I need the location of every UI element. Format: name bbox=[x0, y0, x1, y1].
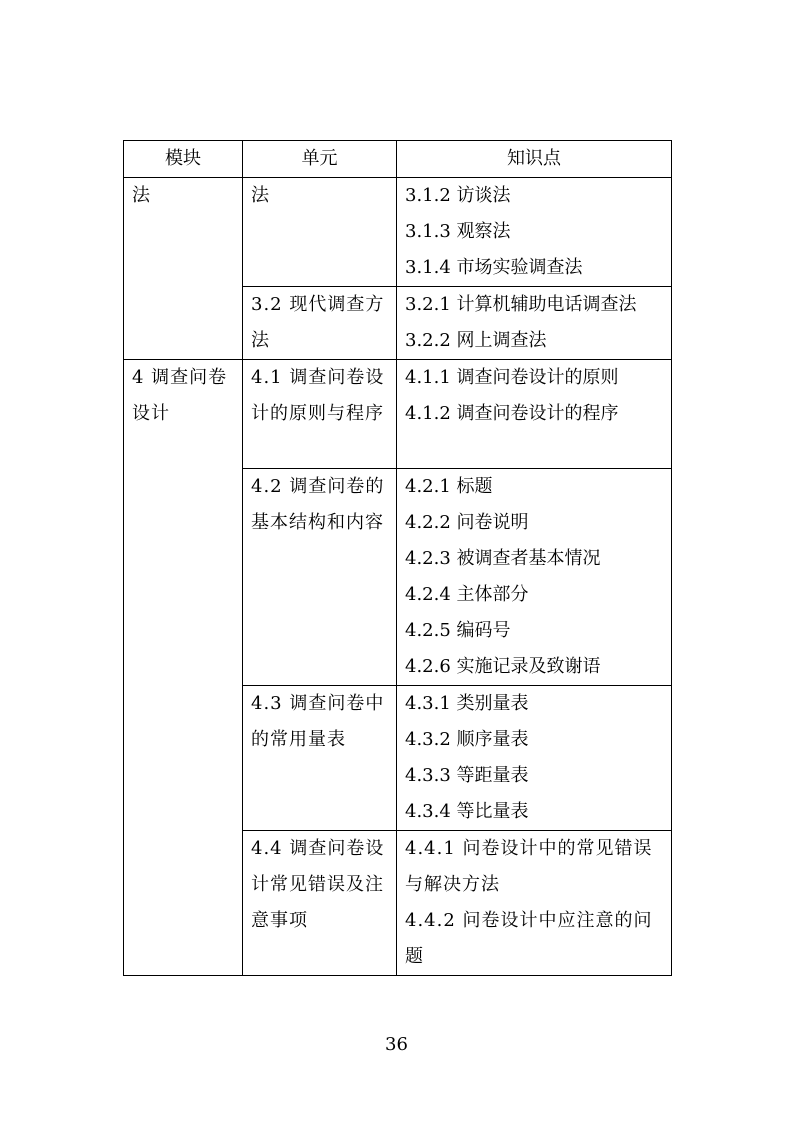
point-item: 4.3.2 顺序量表 bbox=[405, 729, 529, 750]
module-text: 4 调查问卷设计 bbox=[132, 367, 228, 424]
unit-cell bbox=[243, 178, 397, 287]
point-item: 4.2.1 标题 bbox=[405, 476, 493, 497]
point-item: 3.2.1 计算机辅助电话调查法 bbox=[405, 294, 637, 315]
point-item: 4.2.5 编码号 bbox=[405, 620, 511, 641]
points-cell bbox=[397, 360, 672, 469]
header-point: 知识点 bbox=[397, 141, 672, 178]
unit-text: 4.1 调查问卷设计的原则与程序 bbox=[251, 367, 385, 424]
points-cell bbox=[397, 686, 672, 831]
point-item: 4.2.6 实施记录及致谢语 bbox=[405, 656, 601, 677]
point-item: 4.3.1 类别量表 bbox=[405, 693, 529, 714]
module-cell bbox=[124, 360, 243, 976]
point-item: 4.4.1 问卷设计中的常见错误与解决方法 bbox=[405, 838, 653, 895]
points-cell bbox=[397, 178, 672, 287]
module-cell bbox=[124, 178, 243, 360]
unit-cell bbox=[243, 831, 397, 976]
point-item bbox=[405, 831, 663, 975]
point-item: 4.4.2 问卷设计中应注意的问题 bbox=[405, 910, 653, 967]
module-text: 法 bbox=[132, 185, 150, 206]
point-item: 4.2.4 主体部分 bbox=[405, 584, 529, 605]
point-item: 3.1.4 市场实验调查法 bbox=[405, 257, 583, 278]
unit-text: 4.4 调查问卷设计常见错误及注意事项 bbox=[251, 838, 385, 931]
unit-cell bbox=[243, 686, 397, 831]
points-cell bbox=[397, 469, 672, 686]
points-cell bbox=[397, 287, 672, 360]
unit-text: 法 bbox=[251, 185, 269, 206]
point-item: 3.1.2 访谈法 bbox=[405, 185, 511, 206]
syllabus-table bbox=[123, 140, 672, 976]
unit-cell bbox=[243, 287, 397, 360]
header-row bbox=[124, 141, 672, 178]
unit-cell bbox=[243, 360, 397, 469]
unit-cell bbox=[243, 469, 397, 686]
page-number: 36 bbox=[385, 1034, 408, 1055]
point-item: 3.1.3 观察法 bbox=[405, 221, 511, 242]
point-item: 4.2.3 被调查者基本情况 bbox=[405, 548, 601, 569]
table-row bbox=[124, 178, 672, 287]
point-item: 4.3.4 等比量表 bbox=[405, 801, 529, 822]
table-row bbox=[124, 360, 672, 469]
points-cell bbox=[397, 831, 672, 976]
unit-text: 4.3 调查问卷中的常用量表 bbox=[251, 693, 385, 750]
header-module: 模块 bbox=[124, 141, 243, 178]
header-unit: 单元 bbox=[243, 141, 397, 178]
point-item: 4.1.2 调查问卷设计的程序 bbox=[405, 403, 619, 424]
point-item: 4.1.1 调查问卷设计的原则 bbox=[405, 367, 619, 388]
point-item: 4.2.2 问卷说明 bbox=[405, 512, 529, 533]
unit-text: 4.2 调查问卷的基本结构和内容 bbox=[251, 476, 385, 533]
unit-text: 3.2 现代调查方法 bbox=[251, 294, 385, 351]
point-item: 4.3.3 等距量表 bbox=[405, 765, 529, 786]
point-item: 3.2.2 网上调查法 bbox=[405, 330, 547, 351]
